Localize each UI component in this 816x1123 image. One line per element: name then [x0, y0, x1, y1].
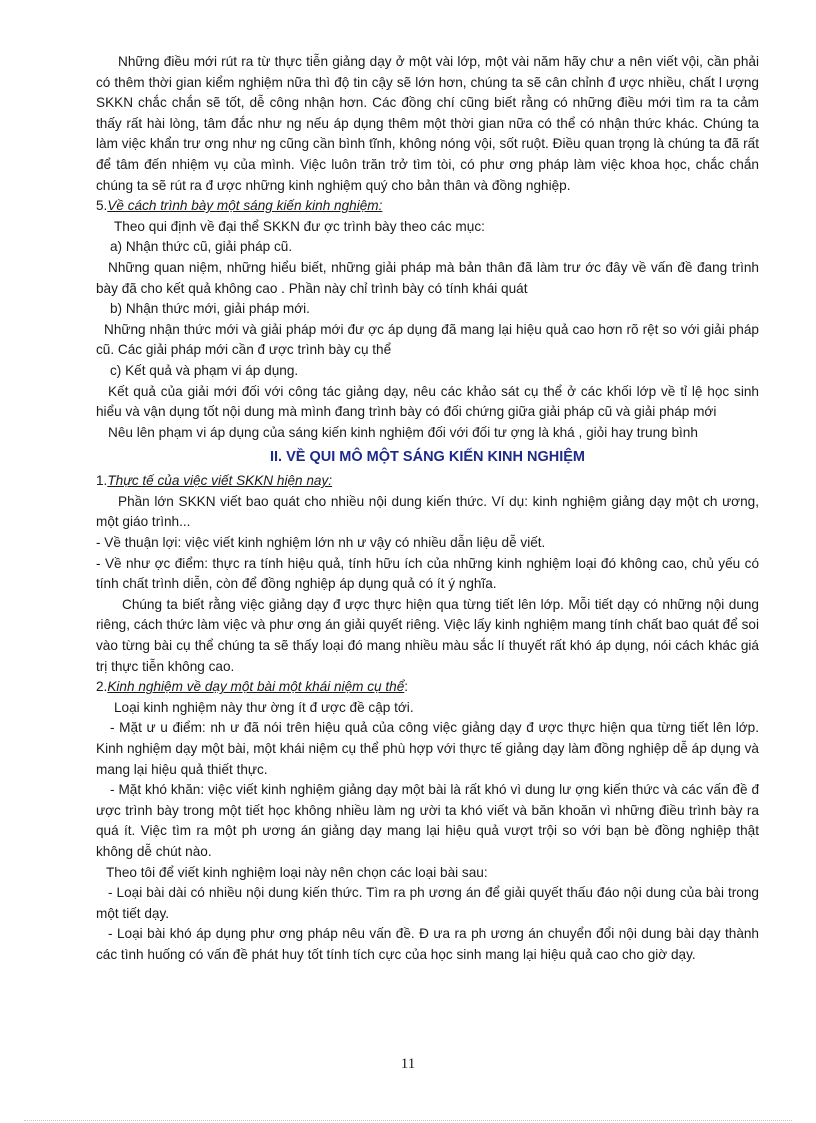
section-title: Về cách trình bày một sáng kiến kinh nghiệm:	[107, 198, 383, 214]
section-heading-ii: II. VỀ QUI MÔ MỘT SÁNG KIẾN KINH NGHIỆM	[270, 449, 585, 466]
paragraph: - Loại bài dài có nhiều nội dung kiến thức. Tìm ra ph ương án để giải quyết thấu đáo nội dung của bài trong một tiết dạy.	[96, 885, 759, 921]
paragraph: Những nhận thức mới và giải pháp mới đư ợc áp dụng đã mang lại hiệu quả cao hơn rõ rệt so với giải pháp cũ. Các giải pháp mới cần đ ược trình bày cụ thể	[96, 321, 759, 358]
paragraph: Nêu lên phạm vi áp dụng của sáng kiến kinh nghiệm đối với đối tư ợng là khá , giỏi hay trung bình	[108, 424, 698, 440]
paragraph: - Mặt khó khăn: việc viết kinh nghiệm giảng dạy một bài là rất khó vì dung lư ợng kiến thức và các vấn đề đ ược trình bày trong một tiết học không nhiều làm ng ười ta khó viết và băn khoăn vì những điều trình bày ra quá ít. Việc tìm ra một ph ương án giảng dạy mang lại hiệu quả vượt trội so với bạn bè đồng nghiệp thật không dễ chút nào.	[96, 782, 759, 859]
section-colon: :	[404, 679, 409, 695]
document-page	[96, 52, 759, 966]
section-number: 1.	[96, 473, 108, 489]
section-title: Thực tế của việc viết SKKN hiện nay:	[107, 473, 333, 489]
paragraph: - Loại bài khó áp dụng phư ơng pháp nêu vấn đề. Đ ưa ra ph ương án chuyển đổi nội dung bài dạy thành các tình huống có vấn đề phát huy tốt tính tích cực của học sinh mang lại hiệu quả cao cho giờ dạy.	[96, 926, 759, 962]
page-bottom-rule	[24, 1120, 792, 1121]
list-item: c) Kết quả và phạm vi áp dụng.	[110, 362, 299, 378]
paragraph: - Về như ợc điểm: thực ra tính hiệu quả, tính hữu ích của những kinh nghiệm loại đó không cao, chủ yếu có tính chất trình diễn, còn để đồng nghiệp áp dụng quả có ít ý nghĩa.	[96, 555, 759, 592]
section-number: 2.	[96, 679, 108, 695]
section-2-heading	[96, 677, 759, 698]
section-5-heading	[96, 196, 759, 217]
paragraph: Kết quả của giải mới đối với công tác giảng dạy, nêu các khảo sát cụ thể ở các khối lớp về tỉ lệ học sinh hiểu và vận dụng tốt nội dung mà mình đang trình bày có đối chứng giữa giải pháp cũ và giải pháp mới	[96, 383, 759, 420]
paragraph: Chúng ta biết rằng việc giảng dạy đ ược thực hiện qua từng tiết lên lớp. Mỗi tiết dạy có những nội dung riêng, cách thức làm việc và phư ơng án giải quyết riêng. Việc lấy kinh nghiệm mang tính chất bao quát để soi vào từng bài cụ thể chúng ta sẽ thấy loại đó mang nhiều màu sắc lí thuyết rất khó áp dụng, nói cách khác giá trị thực tiễn không cao.	[96, 596, 759, 674]
section-1-heading	[96, 471, 759, 492]
list-item: a) Nhận thức cũ, giải pháp cũ.	[110, 239, 293, 255]
list-item: b) Nhận thức mới, giải pháp mới.	[110, 301, 310, 317]
paragraph: - Về thuận lợi: việc viết kinh nghiệm lớn nh ư vậy có nhiều dẫn liệu dễ viết.	[96, 535, 546, 551]
section-number: 5.	[96, 198, 108, 214]
paragraph: - Mặt ư u điểm: nh ư đã nói trên hiệu quả của công việc giảng dạy đ ược thực hiện qua từng tiết lên lớp. Kinh nghiệm dạy một bài, một khái niệm cụ thể phù hợp với thực tế giảng dạy làm đồng nghiệp dễ áp dụng và mang lại hiệu quả thiết thực.	[96, 720, 759, 777]
paragraph: Loại kinh nghiệm này thư ờng ít đ ược đề cập tới.	[114, 699, 414, 715]
paragraph: Những quan niệm, những hiểu biết, những giải pháp mà bản thân đã làm trư ớc đây về vấn đề đang trình bày đã cho kết quả không cao . Phần này chỉ trình bày có tính khái quát	[96, 259, 759, 296]
section-title: Kinh nghiệm về dạy một bài một khái niệm cụ thể	[107, 679, 405, 695]
paragraph: Phần lớn SKKN viết bao quát cho nhiều nội dung kiến thức. Ví dụ: kinh nghiệm giảng dạy một ch ương, một giáo trình...	[96, 493, 759, 530]
page-number: 11	[400, 1056, 416, 1072]
paragraph: Những điều mới rút ra từ thực tiễn giảng dạy ở một vài lớp, một vài năm hãy chư a nên viết vội, cần phải có thêm thời gian kiểm nghiệm nữa thì độ tin cậy sẽ lớn hơn, chúng ta sẽ cân chỉnh đ ược nhiều, chất l ượng SKKN chắc chắn sẽ tốt, dễ công nhận hơn. Các đồng chí cũng biết rằng có những điều mới tìm ra ta cảm thấy rất hài lòng, tâm đắc như ng nếu áp dụng thêm một thời gian nữa có thể có nhận thức khác. Chúng ta làm việc khẩn trư ơng như ng cũng cần bình tĩnh, không nóng vội, sốt ruột. Điều quan trọng là chúng ta đã rất để tâm đến nhiệm vụ của mình. Việc luôn trăn trở tìm tòi, có phư ơng pháp làm việc khoa học, chắc chắn chúng ta sẽ rút ra đ ược những kinh nghiệm quý cho bản thân và đồng nghiệp.	[96, 54, 759, 193]
paragraph: Theo qui định về đại thể SKKN đư ợc trình bày theo các mục:	[114, 218, 485, 234]
paragraph: Theo tôi để viết kinh nghiệm loại này nên chọn các loại bài sau:	[106, 864, 488, 880]
